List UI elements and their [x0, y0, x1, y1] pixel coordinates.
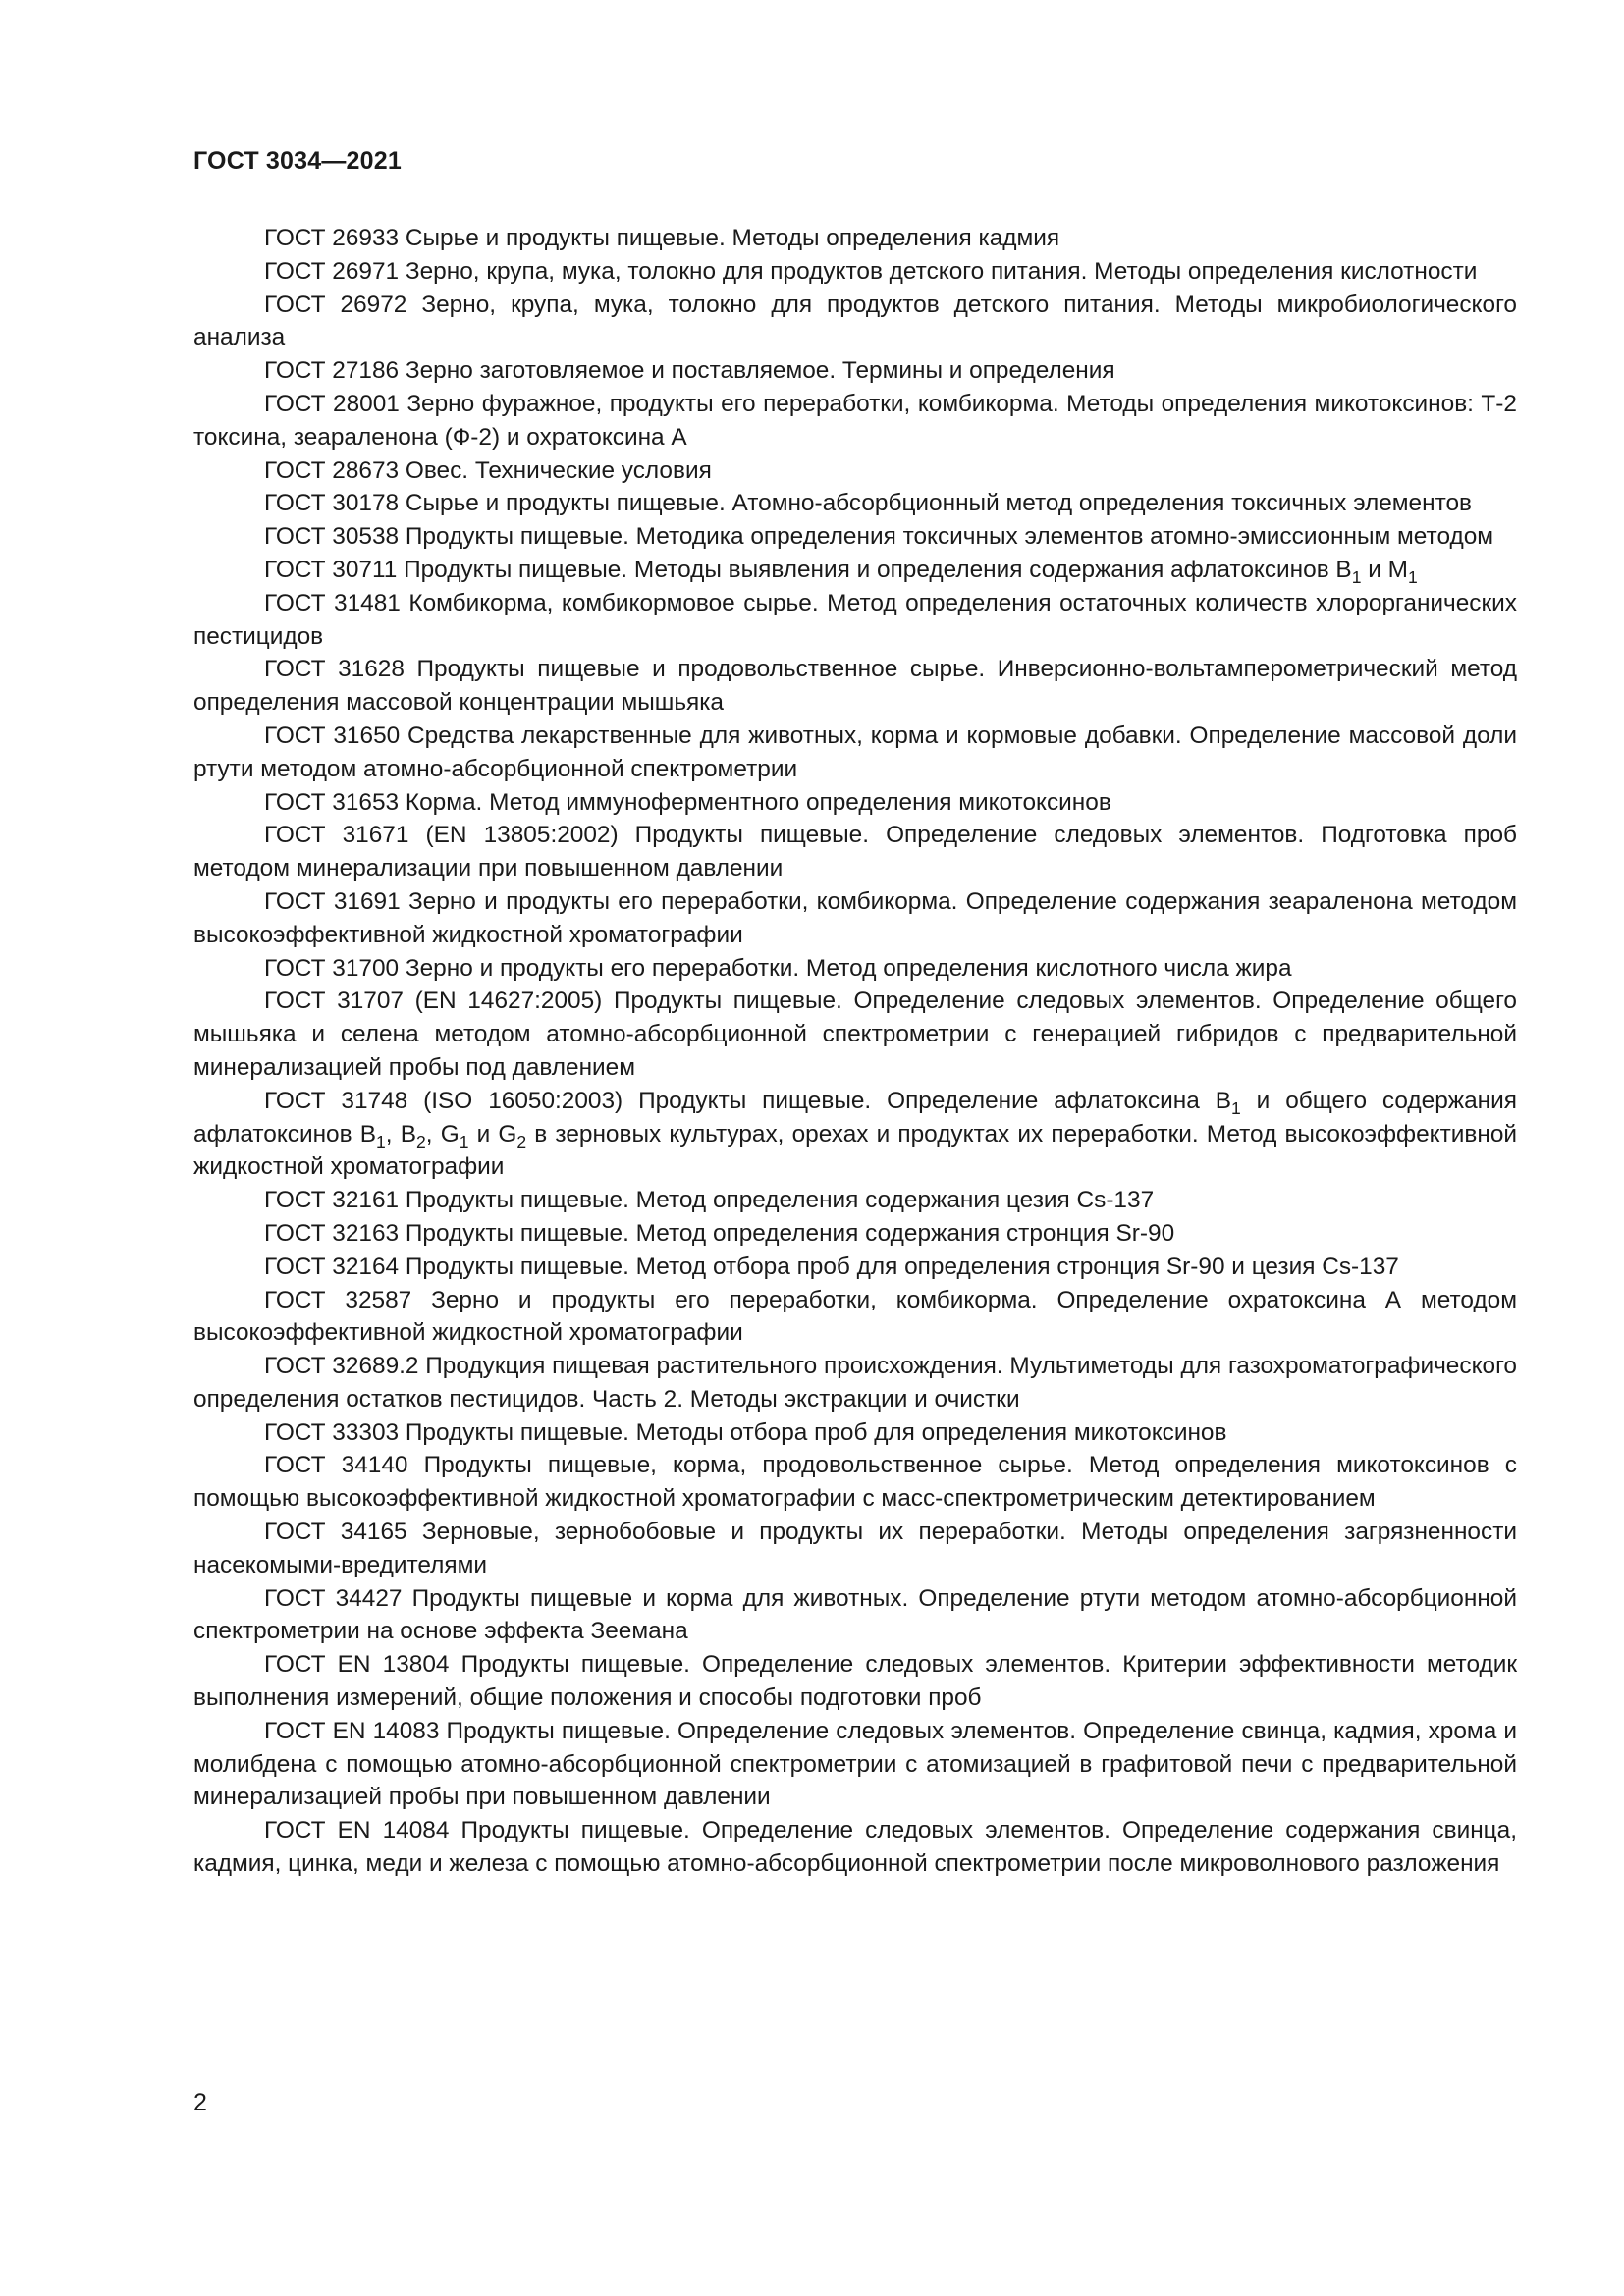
reference-item: ГОСТ 28001 Зерно фуражное, продукты его переработки, комбикорма. Методы определения микотоксинов: Т-2 токсина, зеараленона (Ф-2) и охратоксина А	[193, 390, 1517, 451]
subscript: 1	[1351, 567, 1362, 588]
reference-item: ГОСТ 30178 Сырье и продукты пищевые. Атомно-абсорбционный метод определения токсичных элементов	[264, 490, 1472, 517]
reference-item: ГОСТ 31653 Корма. Метод иммуноферментного определения микотоксинов	[264, 788, 1111, 816]
reference-item: ГОСТ EN 14083 Продукты пищевые. Определение следовых элементов. Определение свинца, кадмия, хрома и молибдена с помощью атомно-абсорбционной спектрометрии с атомизацией в графитовой печи с предварительной минерализацией пробы при повышенном давлении	[193, 1717, 1517, 1811]
subscript: 1	[376, 1131, 386, 1151]
reference-item: ГОСТ 31707 (EN 14627:2005) Продукты пищевые. Определение следовых элементов. Определение общего мышьяка и селена методом атомно-абсорбционной спектрометрии с генерацией гибридов с предварительной минерализацией пробы под давлением	[193, 988, 1517, 1081]
reference-item: ГОСТ 30711 Продукты пищевые. Методы выявления и определения содержания афлатоксинов $В_1$ и $М_1$	[264, 556, 1418, 588]
reference-item: ГОСТ 28673 Овес. Технические условия	[264, 456, 712, 484]
reference-item: ГОСТ 32161 Продукты пищевые. Метод определения содержания цезия Cs-137	[264, 1187, 1155, 1214]
reference-item: ГОСТ 32587 Зерно и продукты его переработки, комбикорма. Определение охратоксина А методом высокоэффективной жидкостной хроматографии	[193, 1286, 1517, 1347]
reference-item: ГОСТ 27186 Зерно заготовляемое и поставляемое. Термины и определения	[264, 357, 1115, 385]
subscript: 1	[459, 1131, 469, 1151]
reference-item: ГОСТ 34427 Продукты пищевые и корма для животных. Определение ртути методом атомно-абсорбционной спектрометрии на основе эффекта Зеемана	[193, 1584, 1517, 1645]
page-number: 2	[193, 2089, 207, 2116]
subscript: 1	[1407, 567, 1418, 588]
reference-item: ГОСТ 31691 Зерно и продукты его переработки, комбикорма. Определение содержания зеараленона методом высокоэффективной жидкостной хроматографии	[193, 887, 1517, 948]
subscript: 2	[416, 1131, 426, 1151]
reference-item: ГОСТ 32689.2 Продукция пищевая растительного происхождения. Мультиметоды для газохроматографического определения остатков пестицидов. Часть 2. Методы экстракции и очистки	[193, 1353, 1517, 1413]
reference-item: ГОСТ 26971 Зерно, крупа, мука, толокно для продуктов детского питания. Методы определения кислотности	[264, 257, 1478, 285]
subscript: 2	[516, 1131, 527, 1151]
reference-item: ГОСТ EN 13804 Продукты пищевые. Определение следовых элементов. Критерии эффективности методик выполнения измерений, общие положения и способы подготовки проб	[193, 1651, 1517, 1712]
reference-item: ГОСТ 34165 Зерновые, зернобобовые и продукты их переработки. Методы определения загрязненности насекомыми-вредителями	[193, 1519, 1517, 1578]
normative-references-list	[193, 222, 1517, 1881]
reference-item: ГОСТ 33303 Продукты пищевые. Методы отбора проб для определения микотоксинов	[264, 1418, 1227, 1446]
reference-item: ГОСТ EN 14084 Продукты пищевые. Определение следовых элементов. Определение содержания свинца, кадмия, цинка, меди и железа с помощью атомно-абсорбционной спектрометрии после микроволнового разложения	[193, 1817, 1517, 1878]
reference-item: ГОСТ 31628 Продукты пищевые и продовольственное сырье. Инверсионно-вольтамперометрический метод определения массовой концентрации мышьяка	[193, 656, 1517, 717]
reference-item: ГОСТ 30538 Продукты пищевые. Методика определения токсичных элементов атомно-эмиссионным методом	[264, 523, 1494, 551]
document-header: ГОСТ 3034—2021	[193, 147, 402, 175]
reference-item: ГОСТ 34140 Продукты пищевые, корма, продовольственное сырье. Метод определения микотоксинов с помощью высокоэффективной жидкостной хроматографии с масс-спектрометрическим детектированием	[193, 1452, 1517, 1513]
reference-item: ГОСТ 26933 Сырье и продукты пищевые. Методы определения кадмия	[264, 225, 1060, 251]
reference-item: ГОСТ 31481 Комбикорма, комбикормовое сырье. Метод определения остаточных количеств хлорорганических пестицидов	[193, 589, 1517, 650]
reference-item: ГОСТ 32163 Продукты пищевые. Метод определения содержания стронция Sr-90	[264, 1219, 1175, 1247]
subscript: 1	[1231, 1097, 1241, 1118]
reference-item: ГОСТ 31700 Зерно и продукты его переработки. Метод определения кислотного числа жира	[264, 954, 1292, 982]
reference-item: ГОСТ 31748 (ISO 16050:2003) Продукты пищевые. Определение афлатоксина $В_1$ и общего содержания афлатоксинов $В_1$, $В_2$, $G_1$ и $G_2$ в зерновых культурах, орехах и продуктах их переработки. Метод высокоэффективной жидкостной хроматографии	[193, 1087, 1518, 1181]
reference-item: ГОСТ 26972 Зерно, крупа, мука, толокно для продуктов детского питания. Методы микробиологического анализа	[193, 291, 1517, 351]
reference-item: ГОСТ 31671 (EN 13805:2002) Продукты пищевые. Определение следовых элементов. Подготовка проб методом минерализации при повышенном давлении	[193, 822, 1517, 882]
reference-item: ГОСТ 31650 Средства лекарственные для животных, корма и кормовые добавки. Определение массовой доли ртути методом атомно-абсорбционной спектрометрии	[193, 721, 1517, 782]
reference-item: ГОСТ 32164 Продукты пищевые. Метод отбора проб для определения стронция Sr-90 и цезия Cs-137	[264, 1253, 1399, 1280]
